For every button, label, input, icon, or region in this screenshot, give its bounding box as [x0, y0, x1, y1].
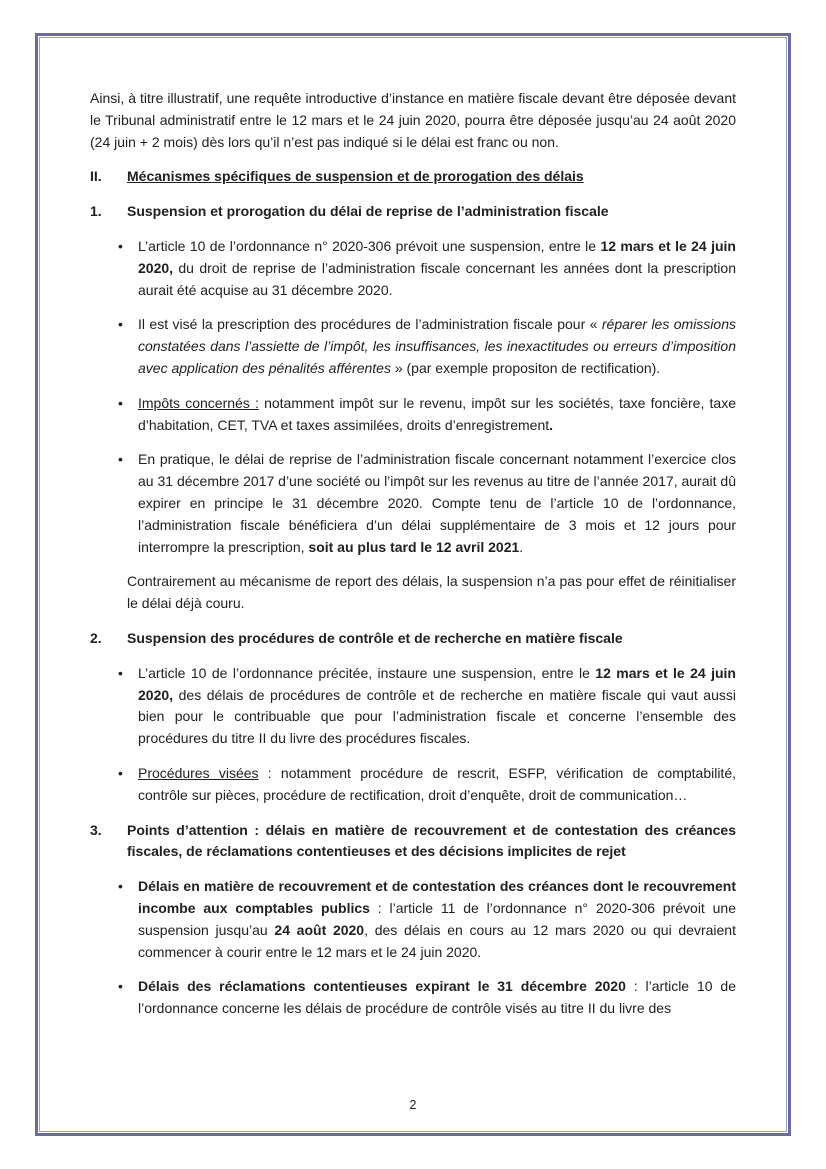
page-number: 2 — [409, 1098, 417, 1112]
bullet-icon: • — [118, 978, 123, 995]
text-run: : l’article 11 de l’ordonnance n° 2020-306 prévoit une suspension jusqu’au — [138, 899, 737, 938]
bullet-icon: • — [118, 237, 123, 254]
heading-number: 3. — [90, 821, 102, 838]
bullet-icon: • — [118, 878, 123, 895]
heading-subsection-2 — [90, 628, 736, 650]
text-run: Impôts concernés : — [138, 394, 259, 411]
text-run: Délais en matière de recouvrement et de contestation des créances dont le recouvrement incombe aux comptables publics — [138, 878, 736, 916]
text-run: Suspension et prorogation du délai de reprise de l’administration fiscale — [127, 203, 609, 220]
text-run: du droit de reprise de l’administration fiscale concernant les années dont la prescription aurait été acquise au 31 décembre 2020. — [138, 259, 736, 298]
heading-subsection-1 — [90, 201, 736, 223]
bullet-item-prescription-visee — [90, 314, 736, 379]
bullet-text — [138, 395, 736, 433]
text-run: Il est visé la prescription des procédures de l’administration fiscale pour « — [138, 316, 602, 333]
bullet-icon: • — [118, 451, 123, 468]
bullet-item-en-pratique — [90, 449, 736, 558]
text-run: . — [549, 416, 554, 433]
text-run: L’article 10 de l’ordonnance précitée, instaure une suspension, entre le — [138, 664, 596, 681]
text-run: , des délais en cours au 12 mars 2020 ou qui devraient commencer à courir entre le 12 mars et le 24 juin 2020. — [138, 921, 736, 960]
bullet-item-delais-recouvrement — [90, 876, 736, 963]
text-run: des délais de procédures de contrôle et de recherche en matière fiscale qui vaut aussi bien pour le contribuable que pour l’administration fiscale et concerne l’ensemble des procédures du titre II du livre des procédures fiscales. — [138, 686, 736, 747]
heading-text — [127, 628, 736, 650]
page-content — [90, 88, 736, 1033]
text-run: 24 août 2020 — [274, 921, 365, 938]
page-border-frame — [35, 33, 791, 1136]
text-run: Mécanismes spécifiques de suspension et de prorogation des délais — [127, 168, 584, 185]
text-run: L’article 10 de l’ordonnance n° 2020-306 prévoit une suspension, entre le — [138, 237, 601, 254]
text-run: réparer les omissions constatées dans l’assiette de l’impôt, les insuffisances, les inexactitudes ou erreurs d’imposition avec application des pénalités afférentes — [138, 316, 736, 376]
bullet-icon: • — [118, 764, 123, 781]
bullet-text — [138, 878, 736, 959]
heading-number: II. — [90, 168, 102, 185]
heading-text — [127, 820, 736, 864]
paragraph-intro — [90, 88, 736, 153]
heading-section-2 — [90, 166, 736, 188]
bullet-item-article10-suspension — [90, 236, 736, 301]
text-run: Suspension des procédures de contrôle et de recherche en matière fiscale — [127, 629, 623, 646]
text-run: 12 mars et le 24 juin 2020, — [138, 664, 736, 703]
text-run: soit au plus tard le 12 avril 2021 — [308, 538, 520, 555]
bullet-text — [138, 238, 736, 298]
bullet-item-article10-precitee — [90, 663, 736, 750]
bullet-icon: • — [118, 394, 123, 411]
text-run: notamment impôt sur le revenu, impôt sur les sociétés, taxe foncière, taxe d’habitation, CET, TVA et taxes assimilées, droits d’enregistrement — [138, 394, 736, 433]
heading-number: 2. — [90, 629, 102, 646]
bullet-icon: • — [118, 316, 123, 333]
text-run: En pratique, le délai de reprise de l’administration fiscale concernant notamment l’exercice clos au 31 décembre 2017 d’une société ou l’impôt sur les revenus au titre de l’année 2017, aurait dû expirer en principe le 31 décembre 2020. Compte tenu de l’article 10 de l’ordonnance, l’administration fiscale bénéficiera d’un délai supplémentaire de 3 mois et 12 jours pour interrompre la prescription, — [138, 451, 736, 555]
heading-subsection-3 — [90, 820, 736, 864]
text-run: . — [519, 538, 524, 555]
text-run: : l’article 10 de l’ordonnance concerne les délais de procédure de contrôle visés au titre II du livre des — [138, 978, 736, 1017]
heading-number: 1. — [90, 203, 102, 220]
bullet-text — [138, 978, 736, 1016]
text-run: Contrairement au mécanisme de report des délais, la suspension n’a pas pour effet de réinitialiser le délai déjà couru. — [127, 573, 736, 612]
bullet-item-procedures-visees — [90, 763, 736, 807]
bullet-text — [138, 316, 736, 376]
heading-text — [127, 201, 736, 223]
text-run: » (par exemple propositon de rectification). — [390, 359, 661, 376]
text-run: Ainsi, à titre illustratif, une requête introductive d’instance en matière fiscale devant être déposée devant le Tribunal administratif entre le 12 mars et le 24 juin 2020, pourra être déposée jusqu’au 24 août 2020 (24 juin + 2 mois) dès lors qu’il n’est pas indiqué si le délai est franc ou non. — [90, 90, 736, 150]
bullet-icon: • — [118, 664, 123, 681]
paragraph-contrairement — [127, 571, 736, 615]
bullet-item-delais-reclamations — [90, 976, 736, 1020]
text-run: : notamment procédure de rescrit, ESFP, vérification de comptabilité, contrôle sur pièces, procédure de rectification, droit d’enquête, droit de communication… — [138, 764, 736, 803]
text-run: Procédures visées — [138, 764, 259, 781]
text-run: 12 mars et le 24 juin 2020, — [138, 237, 736, 276]
bullet-text — [138, 765, 736, 803]
bullet-item-impots-concernes — [90, 393, 736, 437]
text-run: Points d’attention : délais en matière de recouvrement et de contestation des créances fiscales, de réclamations contentieuses et des décisions implicites de rejet — [127, 821, 736, 860]
text-run: Délais des réclamations contentieuses expirant le 31 décembre 2020 — [138, 978, 626, 995]
bullet-text — [138, 451, 736, 554]
heading-text — [127, 166, 736, 188]
bullet-text — [138, 665, 736, 746]
